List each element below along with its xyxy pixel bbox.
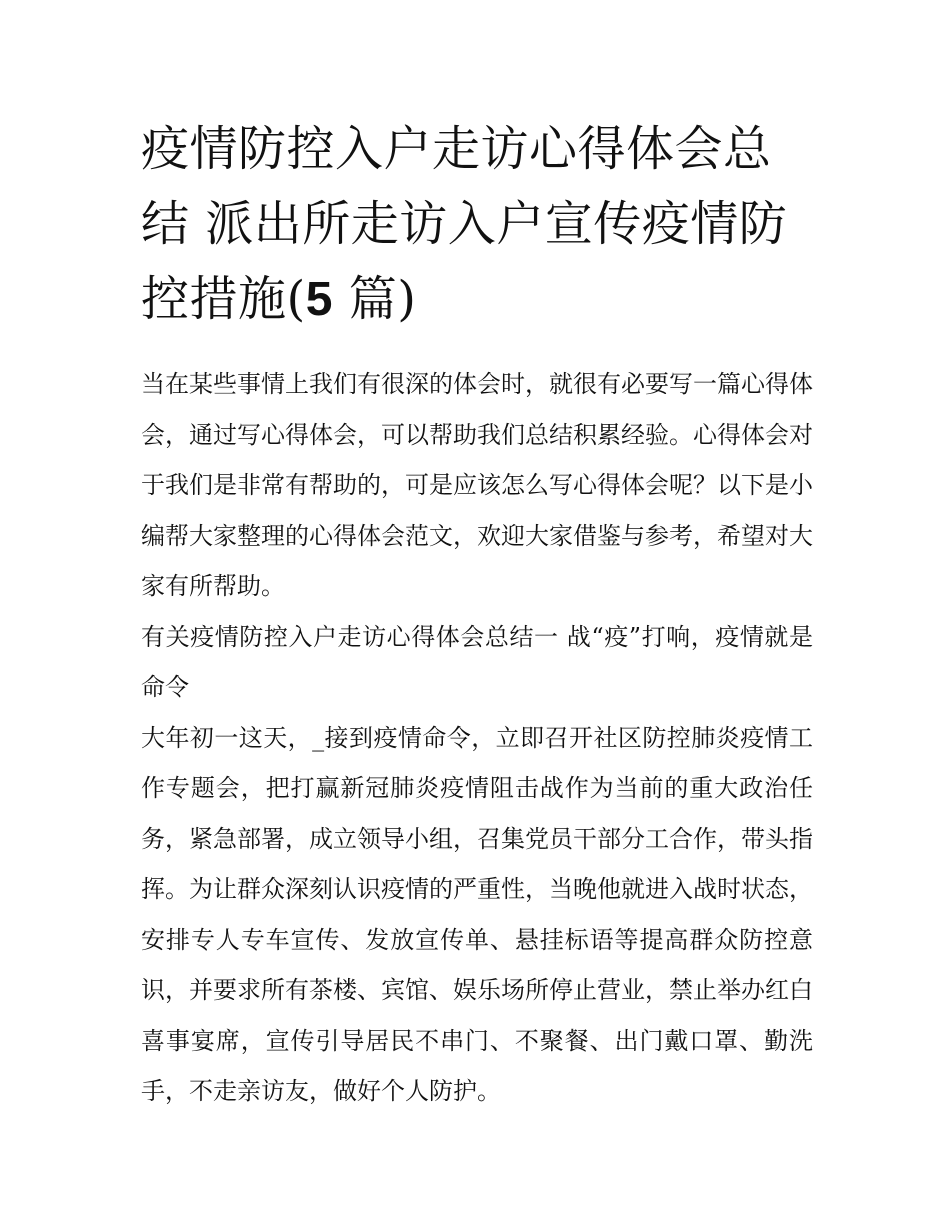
document-title [141, 112, 813, 337]
section-heading: 有关疫情防控入户走访心得体会总结一 战“疫”打响，疫情就是命令 [141, 622, 813, 701]
document-page [141, 112, 813, 1117]
title-text-after: 篇) [332, 271, 417, 327]
title-text-before: 疫情防控入户走访心得体会总结 派出所走访入户宣传疫情防控措施( [141, 121, 788, 327]
body-paragraph: 大年初一这天，_接到疫情命令，立即召开社区防控肺炎疫情工作专题会，把打赢新冠肺炎疫情阻击战作为当前的重大政治任务，紧急部署，成立领导小组，召集党员干部分工合作，带头指挥。为让群众深刻认识疫情的严重性，当晚他就进入战时状态，安排专人专车宣传、发放宣传单、悬挂标语等提高群众防控意识，并要求所有茶楼、宾馆、娱乐场所停止营业，禁止举办红白喜事宴席，宣传引导居民不串门、不聚餐、出门戴口罩、勤洗手，不走亲访友，做好个人防护。 [141, 723, 813, 1105]
title-number: 5 [305, 273, 333, 326]
intro-paragraph: 当在某些事情上我们有很深的体会时，就很有必要写一篇心得体会，通过写心得体会，可以帮助我们总结积累经验。心得体会对于我们是非常有帮助的，可是应该怎么写心得体会呢？以下是小编帮大家整理的心得体会范文，欢迎大家借鉴与参考，希望对大家有所帮助。 [141, 370, 813, 600]
